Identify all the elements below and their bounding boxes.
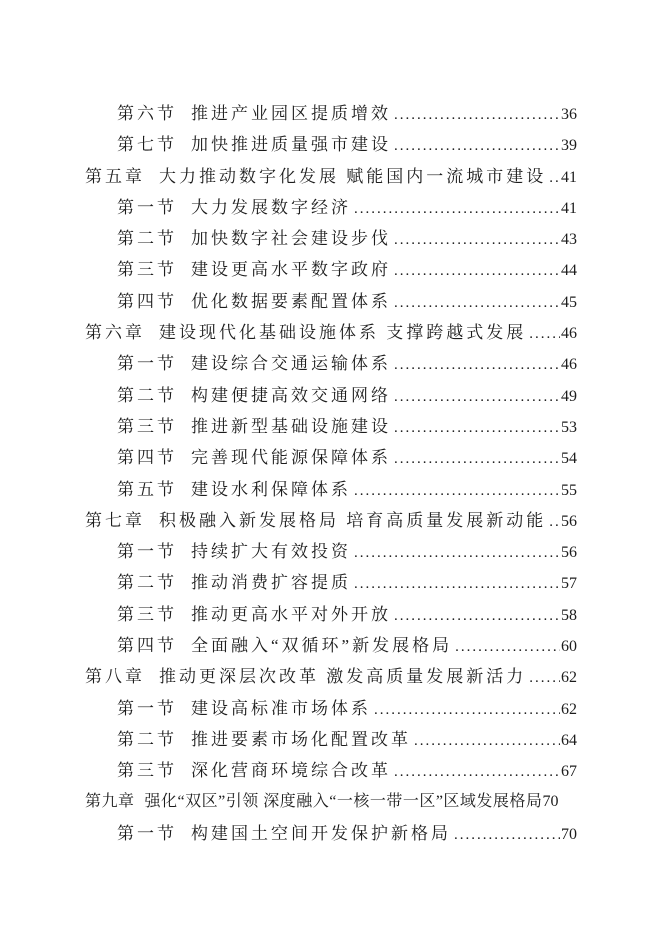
toc-dot-leader — [529, 325, 560, 343]
toc-entry-label: 第八章 — [85, 667, 145, 687]
toc-entry-title: 推动更高水平对外开放 — [191, 604, 391, 624]
toc-entry — [85, 255, 577, 286]
toc-dot-leader — [394, 231, 560, 249]
toc-page-number: 64 — [561, 731, 577, 749]
toc-entry — [85, 443, 577, 474]
toc-entry-label: 第五节 — [117, 479, 177, 499]
toc-entry-title: 大力推动数字化发展 赋能国内一流城市建设 — [159, 166, 547, 186]
toc-page-number: 43 — [561, 231, 577, 249]
toc-dot-leader — [549, 169, 560, 187]
toc-page-number: 62 — [561, 700, 577, 718]
toc-entry-label: 第六章 — [85, 323, 145, 343]
toc-dot-leader — [414, 732, 560, 750]
toc-entry-label: 第五章 — [85, 166, 145, 186]
toc-entry — [85, 381, 577, 412]
toc-entry — [85, 725, 577, 756]
toc-entry-title: 持续扩大有效投资 — [191, 542, 351, 562]
toc-page-number: 41 — [561, 199, 577, 217]
toc-page-number: 54 — [561, 450, 577, 468]
toc-entry — [85, 788, 577, 819]
toc-entry — [85, 318, 577, 349]
toc-entry-title: 推动消费扩容提质 — [191, 573, 351, 593]
toc-page-number: 41 — [561, 168, 577, 186]
toc-page-number: 53 — [561, 418, 577, 436]
toc-entry-label: 第三节 — [117, 260, 177, 280]
toc-dot-leader — [455, 638, 560, 656]
toc-page-number: 39 — [561, 137, 577, 155]
toc-entry-title: 强化“双区”引领 深度融入“一核一带一区”区域发展格局 — [144, 792, 543, 810]
toc-entry-label: 第二节 — [117, 573, 177, 593]
toc-dot-leader — [394, 356, 560, 374]
toc-entry-title: 大力发展数字经济 — [191, 197, 351, 217]
toc-dot-leader — [354, 200, 560, 218]
toc-entry-label: 第一节 — [117, 698, 177, 718]
toc-entry-label: 第六节 — [117, 104, 177, 123]
toc-dot-leader — [374, 701, 560, 719]
toc-dot-leader — [394, 388, 560, 406]
toc-entry-title: 加快推进质量强市建设 — [191, 135, 391, 155]
toc-page-number: 58 — [561, 606, 577, 624]
toc-page-number: 56 — [561, 544, 577, 562]
toc-entry — [85, 537, 577, 568]
toc-entry — [85, 287, 577, 318]
toc-entry-label: 第四节 — [117, 448, 177, 468]
toc-entry-label: 第三节 — [117, 604, 177, 624]
toc-entry-label: 第二节 — [117, 385, 177, 405]
toc-entry-title: 推进产业园区提质增效 — [191, 104, 391, 123]
toc-page-number: 55 — [561, 481, 577, 499]
toc-entry-title: 建设水利保障体系 — [191, 479, 351, 499]
toc-entry — [85, 631, 577, 662]
toc-entry-label: 第七章 — [85, 510, 145, 530]
toc-entry-title: 推进要素市场化配置改革 — [191, 729, 411, 749]
toc-entry — [85, 662, 577, 693]
toc-dot-leader — [394, 763, 560, 781]
toc-dot-leader — [454, 826, 560, 844]
toc-page-number: 67 — [561, 763, 577, 781]
toc-dot-leader — [529, 669, 560, 687]
toc-page-number: 56 — [561, 512, 577, 530]
toc-entry — [85, 412, 577, 443]
toc-entry-label: 第七节 — [117, 135, 177, 155]
toc-entry-label: 第一节 — [117, 542, 177, 562]
toc-dot-leader — [394, 607, 560, 625]
toc-entry-label: 第一节 — [117, 823, 177, 843]
toc-entry-label: 第二节 — [117, 729, 177, 749]
toc-entry — [85, 224, 577, 255]
toc-entry-title: 构建便捷高效交通网络 — [191, 385, 391, 405]
toc-dot-leader — [354, 482, 560, 500]
toc-entry-label: 第九章 — [85, 792, 135, 810]
toc-entry — [85, 475, 577, 506]
toc-entry-title: 建设现代化基础设施体系 支撑跨越式发展 — [159, 323, 527, 343]
toc-entry-title: 全面融入“双循环”新发展格局 — [191, 636, 453, 656]
toc-entry — [85, 756, 577, 787]
toc-dot-leader — [394, 137, 560, 155]
toc-page-number: 70 — [561, 825, 577, 843]
toc-page-number: 70 — [542, 792, 559, 810]
toc-entry-label: 第三节 — [117, 416, 177, 436]
toc-entry-title: 深化营商环境综合改革 — [191, 761, 391, 781]
toc-entry-label: 第二节 — [117, 229, 177, 249]
toc-entry — [85, 819, 577, 850]
toc-entry — [85, 193, 577, 224]
toc-entry-title: 加快数字社会建设步伐 — [191, 229, 391, 249]
toc-entry-label: 第三节 — [117, 761, 177, 781]
toc-entry — [85, 349, 577, 380]
toc-page-number: 60 — [561, 638, 577, 656]
toc-dot-leader — [394, 262, 560, 280]
toc-entry — [85, 600, 577, 631]
toc-dot-leader — [354, 544, 560, 562]
toc-dot-leader — [394, 294, 560, 312]
toc-entry-label: 第一节 — [117, 197, 177, 217]
toc-list — [85, 99, 577, 850]
toc-dot-leader — [394, 106, 560, 124]
toc-dot-leader — [394, 450, 560, 468]
toc-entry — [85, 162, 577, 193]
toc-entry — [85, 568, 577, 599]
toc-entry — [85, 506, 577, 537]
toc-dot-leader — [394, 419, 560, 437]
toc-entry-title: 建设更高水平数字政府 — [191, 260, 391, 280]
toc-entry — [85, 130, 577, 161]
toc-page-number: 62 — [561, 669, 577, 687]
toc-page-number: 46 — [561, 356, 577, 374]
toc-entry-title: 优化数据要素配置体系 — [191, 291, 391, 311]
toc-page-number: 44 — [561, 262, 577, 280]
toc-entry-title: 推进新型基础设施建设 — [191, 416, 391, 436]
toc-entry-title: 建设高标准市场体系 — [191, 698, 371, 718]
toc-entry — [85, 694, 577, 725]
toc-entry-label: 第四节 — [117, 291, 177, 311]
toc-entry-title: 推动更深层次改革 激发高质量发展新活力 — [159, 667, 527, 687]
toc-entry-title: 构建国土空间开发保护新格局 — [191, 823, 451, 843]
toc-entry-label: 第一节 — [117, 354, 177, 374]
toc-entry-title: 完善现代能源保障体系 — [191, 448, 391, 468]
toc-entry-label: 第四节 — [117, 636, 177, 656]
toc-page-number: 46 — [561, 325, 577, 343]
toc-dot-leader — [549, 513, 560, 531]
toc-entry-title: 积极融入新发展格局 培育高质量发展新动能 — [159, 510, 547, 530]
toc-page-number: 49 — [561, 387, 577, 405]
toc-entry — [85, 99, 577, 130]
toc-dot-leader — [354, 575, 560, 593]
toc-page-number: 36 — [561, 106, 577, 123]
toc-page-number: 57 — [561, 575, 577, 593]
toc-entry-title: 建设综合交通运输体系 — [191, 354, 391, 374]
toc-page-number: 45 — [561, 293, 577, 311]
